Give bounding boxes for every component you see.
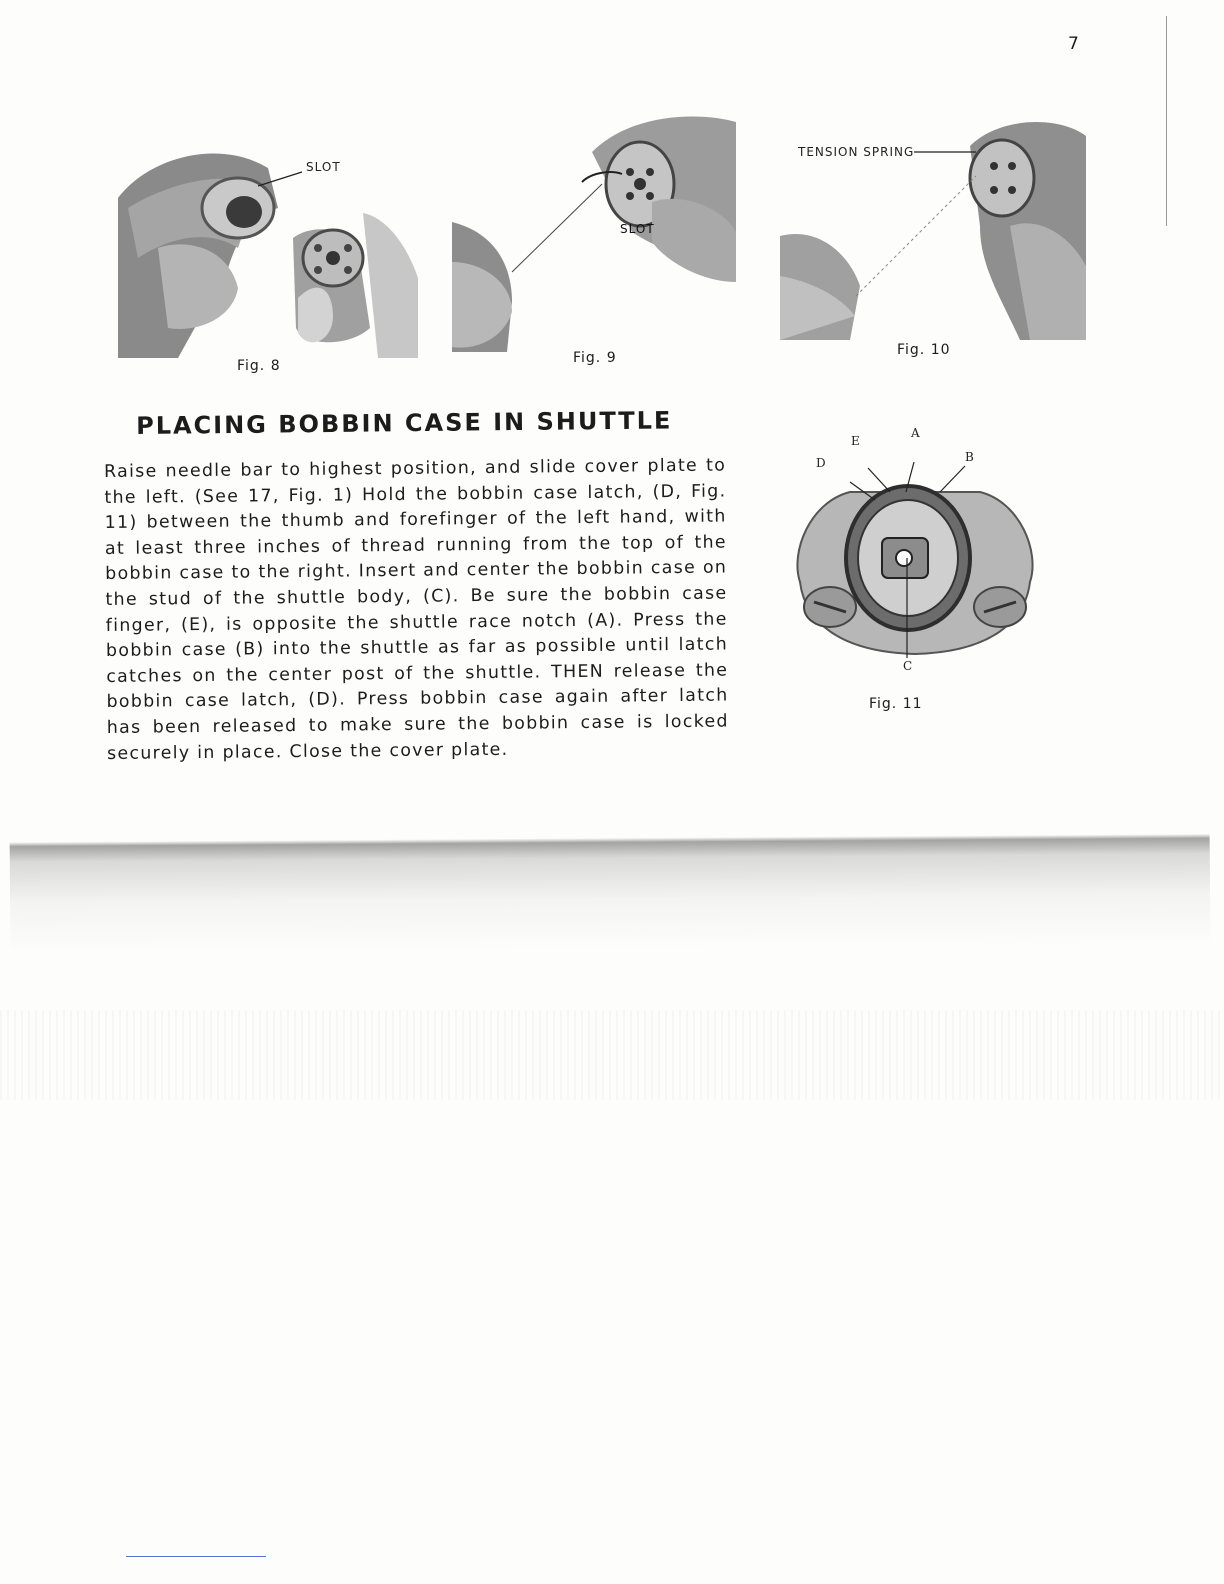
fig11-caption: Fig. 11: [869, 696, 923, 712]
fig9-photo: [452, 112, 736, 352]
section-body: Raise needle bar to highest position, and slide cover plate to the left. (See 17, Fig. 1) Hold the bobbin case latch, (D, Fig. 11) between the thumb and forefinger of the left hand, with at least three inches of thread running from the top of the bobbin case to the right. Insert and center the bobbin case on the stud of the shuttle body, (C). Be sure the bobbin case finger, (E), is opposite the shuttle race notch (A). Press the bobbin case (B) into the shuttle as far as possible until latch catches on the center post of the shuttle. THEN release the bobbin case latch, (D). Press bobbin case again after latch has been released to make sure the bobbin case is locked securely in place. Close the cover plate.: [104, 455, 729, 764]
fig10-caption: Fig. 10: [897, 342, 951, 358]
scan-speckle: [0, 1010, 1224, 1100]
fig11-label-d: D: [816, 456, 827, 470]
scan-edge-line: [1166, 16, 1167, 226]
footer-rule: [126, 1556, 266, 1557]
fig11-label-b: B: [965, 450, 975, 464]
fig8-slot-callout: SLOT: [306, 160, 341, 174]
page-number: 7: [1068, 34, 1079, 54]
fig11-photo: [790, 462, 1040, 662]
fig9-caption: Fig. 9: [573, 350, 617, 366]
fig11-label-c: C: [903, 659, 914, 673]
scan-shadow-band: [10, 834, 1211, 952]
fig11-label-a: A: [911, 426, 921, 440]
fig8-photo: [118, 128, 418, 358]
fig8-caption: Fig. 8: [237, 358, 281, 374]
fig10-tension-spring-callout: TENSION SPRING: [798, 145, 915, 159]
fig9-slot-callout: SLOT: [620, 222, 655, 236]
section-heading: PLACING BOBBIN CASE IN SHUTTLE: [136, 406, 673, 440]
fig11-label-e: E: [851, 434, 861, 448]
